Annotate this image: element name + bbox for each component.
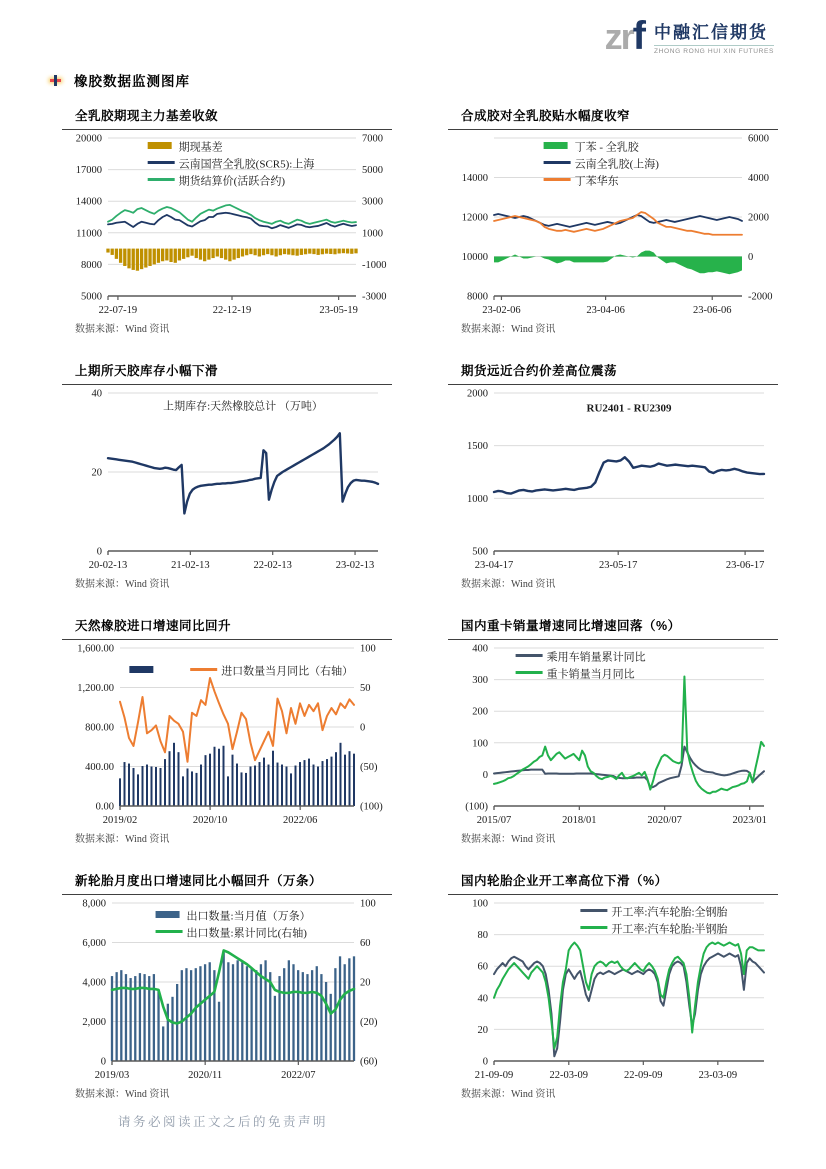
svg-text:1,200.00: 1,200.00 <box>77 683 114 694</box>
svg-text:1500: 1500 <box>467 441 488 453</box>
svg-text:(60): (60) <box>360 1056 378 1068</box>
svg-text:出口数量:累计同比(右轴): 出口数量:累计同比(右轴) <box>186 927 307 940</box>
data-source: 数据来源：Wind 资讯 <box>75 579 170 590</box>
svg-text:23-02-06: 23-02-06 <box>482 305 521 316</box>
svg-text:(100): (100) <box>465 801 488 813</box>
svg-text:0: 0 <box>482 769 488 781</box>
svg-text:2022/06: 2022/06 <box>282 815 318 826</box>
svg-text:10000: 10000 <box>461 252 488 263</box>
data-source: 数据来源：Wind 资讯 <box>461 579 556 590</box>
svg-text:23-04-17: 23-04-17 <box>474 560 514 571</box>
svg-text:2019/03: 2019/03 <box>94 1070 130 1081</box>
svg-text:2000: 2000 <box>467 388 488 400</box>
svg-text:0: 0 <box>748 252 754 263</box>
chart-canvas <box>448 895 778 1083</box>
panel-imports <box>62 616 392 845</box>
svg-text:-3000: -3000 <box>362 291 387 303</box>
svg-text:2015/07: 2015/07 <box>476 815 512 826</box>
chart-operating-rate <box>448 895 778 1083</box>
svg-text:50: 50 <box>360 683 371 694</box>
chart-imports <box>62 640 392 828</box>
svg-text:23-05-17: 23-05-17 <box>598 560 638 571</box>
svg-text:云南国营全乳胶(SCR5):上海: 云南国营全乳胶(SCR5):上海 <box>178 158 315 171</box>
chart-title-imports: 天然橡胶进口增速同比回升 <box>62 616 392 640</box>
svg-text:17000: 17000 <box>75 165 102 177</box>
svg-text:22-07-19: 22-07-19 <box>98 305 138 316</box>
company-logo <box>605 16 774 56</box>
svg-text:(50): (50) <box>360 762 378 773</box>
data-source: 数据来源：Wind 资讯 <box>461 834 556 845</box>
charts-grid <box>62 106 826 1100</box>
svg-text:80: 80 <box>477 930 488 942</box>
svg-text:20-02-13: 20-02-13 <box>88 560 128 571</box>
svg-text:2019/02: 2019/02 <box>102 815 138 826</box>
svg-text:800.00: 800.00 <box>85 722 114 734</box>
svg-text:RU2401 - RU2309: RU2401 - RU2309 <box>586 402 672 415</box>
svg-text:300: 300 <box>472 675 488 687</box>
chart-title-synthetic: 合成胶对全乳胶贴水幅度收窄 <box>448 106 778 130</box>
svg-text:2023/01: 2023/01 <box>732 815 767 826</box>
svg-text:5000: 5000 <box>81 291 102 303</box>
svg-text:丁苯 - 全乳胶: 丁苯 - 全乳胶 <box>574 141 639 154</box>
chart-canvas <box>448 640 778 828</box>
panel-basis <box>62 106 392 335</box>
svg-text:(20): (20) <box>360 1017 378 1028</box>
data-source: 数据来源：Wind 资讯 <box>75 1089 170 1100</box>
panel-operating-rate <box>448 871 778 1100</box>
svg-text:23-06-06: 23-06-06 <box>692 305 732 316</box>
svg-text:400: 400 <box>472 643 488 655</box>
chart-inventory <box>62 385 392 573</box>
svg-text:6,000: 6,000 <box>82 938 106 949</box>
chart-canvas <box>62 130 392 318</box>
svg-text:4,000: 4,000 <box>82 977 106 989</box>
logo-zr-text: zr <box>604 16 633 57</box>
svg-text:1000: 1000 <box>467 493 488 505</box>
panel-truck-sales <box>448 616 778 845</box>
svg-text:12000: 12000 <box>461 212 488 224</box>
chart-title-inventory: 上期所天胶库存小幅下滑 <box>62 361 392 385</box>
svg-text:0: 0 <box>360 722 366 734</box>
chart-canvas <box>62 895 392 1083</box>
chart-basis <box>62 130 392 318</box>
svg-text:2020/11: 2020/11 <box>188 1070 223 1081</box>
logo-f-text: f <box>632 14 644 58</box>
panel-tire-exports <box>62 871 392 1100</box>
svg-text:4000: 4000 <box>748 173 769 184</box>
svg-text:3000: 3000 <box>362 196 383 208</box>
svg-text:20000: 20000 <box>75 133 102 145</box>
svg-text:40: 40 <box>477 993 488 1005</box>
svg-text:0: 0 <box>482 1056 488 1068</box>
svg-text:22-02-13: 22-02-13 <box>253 560 292 571</box>
svg-text:11000: 11000 <box>76 228 102 240</box>
svg-text:出口数量:当月值（万条）: 出口数量:当月值（万条） <box>186 910 311 923</box>
panel-inventory <box>62 361 392 590</box>
svg-text:14000: 14000 <box>75 196 102 208</box>
logo-names <box>654 18 774 55</box>
data-source: 数据来源：Wind 资讯 <box>461 1089 556 1100</box>
svg-text:7000: 7000 <box>362 133 383 145</box>
chart-title-basis: 全乳胶期现主力基差收敛 <box>62 106 392 130</box>
panel-synthetic-discount <box>448 106 778 335</box>
svg-text:60: 60 <box>477 961 488 973</box>
svg-text:21-02-13: 21-02-13 <box>171 560 210 571</box>
svg-text:0: 0 <box>100 1056 106 1068</box>
disclaimer-note: 请务必阅读正文之后的免责声明 <box>118 1115 329 1129</box>
data-source: 数据来源：Wind 资讯 <box>75 834 170 845</box>
svg-text:乘用车销量累计同比: 乘用车销量累计同比 <box>546 651 646 664</box>
chart-title-truck-sales: 国内重卡销量增速同比增速回落（%） <box>448 616 778 640</box>
svg-text:23-04-06: 23-04-06 <box>586 305 625 316</box>
svg-text:2,000: 2,000 <box>82 1017 106 1028</box>
svg-text:期现基差: 期现基差 <box>178 141 223 154</box>
svg-text:400.00: 400.00 <box>85 762 114 773</box>
svg-text:60: 60 <box>360 938 371 949</box>
svg-text:(100): (100) <box>360 801 383 813</box>
svg-text:上期库存:天然橡胶总计 （万吨）: 上期库存:天然橡胶总计 （万吨） <box>163 400 323 413</box>
svg-text:进口数量当月同比（右轴）: 进口数量当月同比（右轴） <box>221 665 354 678</box>
panel-calendar-spread <box>448 361 778 590</box>
section-bullet-icon <box>50 75 61 86</box>
svg-text:丁苯华东: 丁苯华东 <box>574 175 619 188</box>
svg-text:5000: 5000 <box>362 165 383 177</box>
svg-text:2018/01: 2018/01 <box>562 815 597 826</box>
svg-text:20: 20 <box>360 977 371 989</box>
chart-canvas <box>62 640 392 828</box>
svg-text:22-12-19: 22-12-19 <box>212 305 252 316</box>
svg-text:1,600.00: 1,600.00 <box>77 643 114 655</box>
svg-text:500: 500 <box>472 546 488 558</box>
chart-tire-exports <box>62 895 392 1083</box>
svg-text:22-03-09: 22-03-09 <box>549 1070 589 1081</box>
chart-title-spread: 期货远近合约价差高位震荡 <box>448 361 778 385</box>
svg-text:2020/07: 2020/07 <box>647 815 682 826</box>
svg-text:-2000: -2000 <box>748 291 773 303</box>
svg-text:40: 40 <box>91 388 102 400</box>
svg-text:100: 100 <box>360 898 376 910</box>
svg-text:8000: 8000 <box>467 291 488 303</box>
svg-text:云南全乳胶(上海): 云南全乳胶(上海) <box>574 158 659 171</box>
svg-text:200: 200 <box>472 706 488 718</box>
svg-text:100: 100 <box>360 643 376 655</box>
svg-text:重卡销量当月同比: 重卡销量当月同比 <box>546 668 635 681</box>
svg-text:8000: 8000 <box>81 259 102 271</box>
svg-text:20: 20 <box>91 467 102 479</box>
svg-text:8,000: 8,000 <box>82 898 106 910</box>
svg-text:6000: 6000 <box>748 133 769 145</box>
chart-spread <box>448 385 778 573</box>
svg-text:期货结算价(活跃合约): 期货结算价(活跃合约) <box>178 175 286 188</box>
chart-title-tire-exports: 新轮胎月度出口增速同比小幅回升（万条） <box>62 871 392 895</box>
svg-text:开工率:汽车轮胎:半钢胎: 开工率:汽车轮胎:半钢胎 <box>611 923 728 936</box>
svg-text:1000: 1000 <box>362 228 383 240</box>
svg-text:22-09-09: 22-09-09 <box>624 1070 663 1081</box>
svg-text:2000: 2000 <box>748 212 769 224</box>
data-source: 数据来源：Wind 资讯 <box>75 324 170 335</box>
svg-text:23-03-09: 23-03-09 <box>698 1070 738 1081</box>
svg-text:14000: 14000 <box>461 173 488 184</box>
company-name-en: ZHONG RONG HUI XIN FUTURES <box>654 45 774 55</box>
chart-canvas <box>62 385 392 573</box>
section-header <box>50 70 826 90</box>
company-name-cn: 中融汇信期货 <box>653 22 768 42</box>
chart-title-operating-rate: 国内轮胎企业开工率高位下滑（%） <box>448 871 778 895</box>
chart-canvas <box>448 385 778 573</box>
svg-text:100: 100 <box>472 738 488 750</box>
data-source: 数据来源：Wind 资讯 <box>461 324 556 335</box>
svg-text:20: 20 <box>477 1024 488 1036</box>
chart-synthetic <box>448 130 778 318</box>
svg-text:23-02-13: 23-02-13 <box>335 560 375 571</box>
svg-text:2020/10: 2020/10 <box>192 815 228 826</box>
section-title: 橡胶数据监测图库 <box>74 74 190 89</box>
svg-text:-1000: -1000 <box>362 259 387 271</box>
svg-text:开工率:汽车轮胎:全钢胎: 开工率:汽车轮胎:全钢胎 <box>611 906 728 919</box>
svg-text:0: 0 <box>96 546 102 558</box>
svg-text:23-05-19: 23-05-19 <box>319 305 358 316</box>
svg-text:0.00: 0.00 <box>95 801 114 813</box>
svg-text:23-06-17: 23-06-17 <box>725 560 765 571</box>
chart-truck-sales <box>448 640 778 828</box>
logo-zrf-icon <box>605 16 644 56</box>
svg-text:100: 100 <box>472 898 488 910</box>
chart-canvas <box>448 130 778 318</box>
svg-text:21-09-09: 21-09-09 <box>474 1070 514 1081</box>
svg-text:2022/07: 2022/07 <box>281 1070 316 1081</box>
